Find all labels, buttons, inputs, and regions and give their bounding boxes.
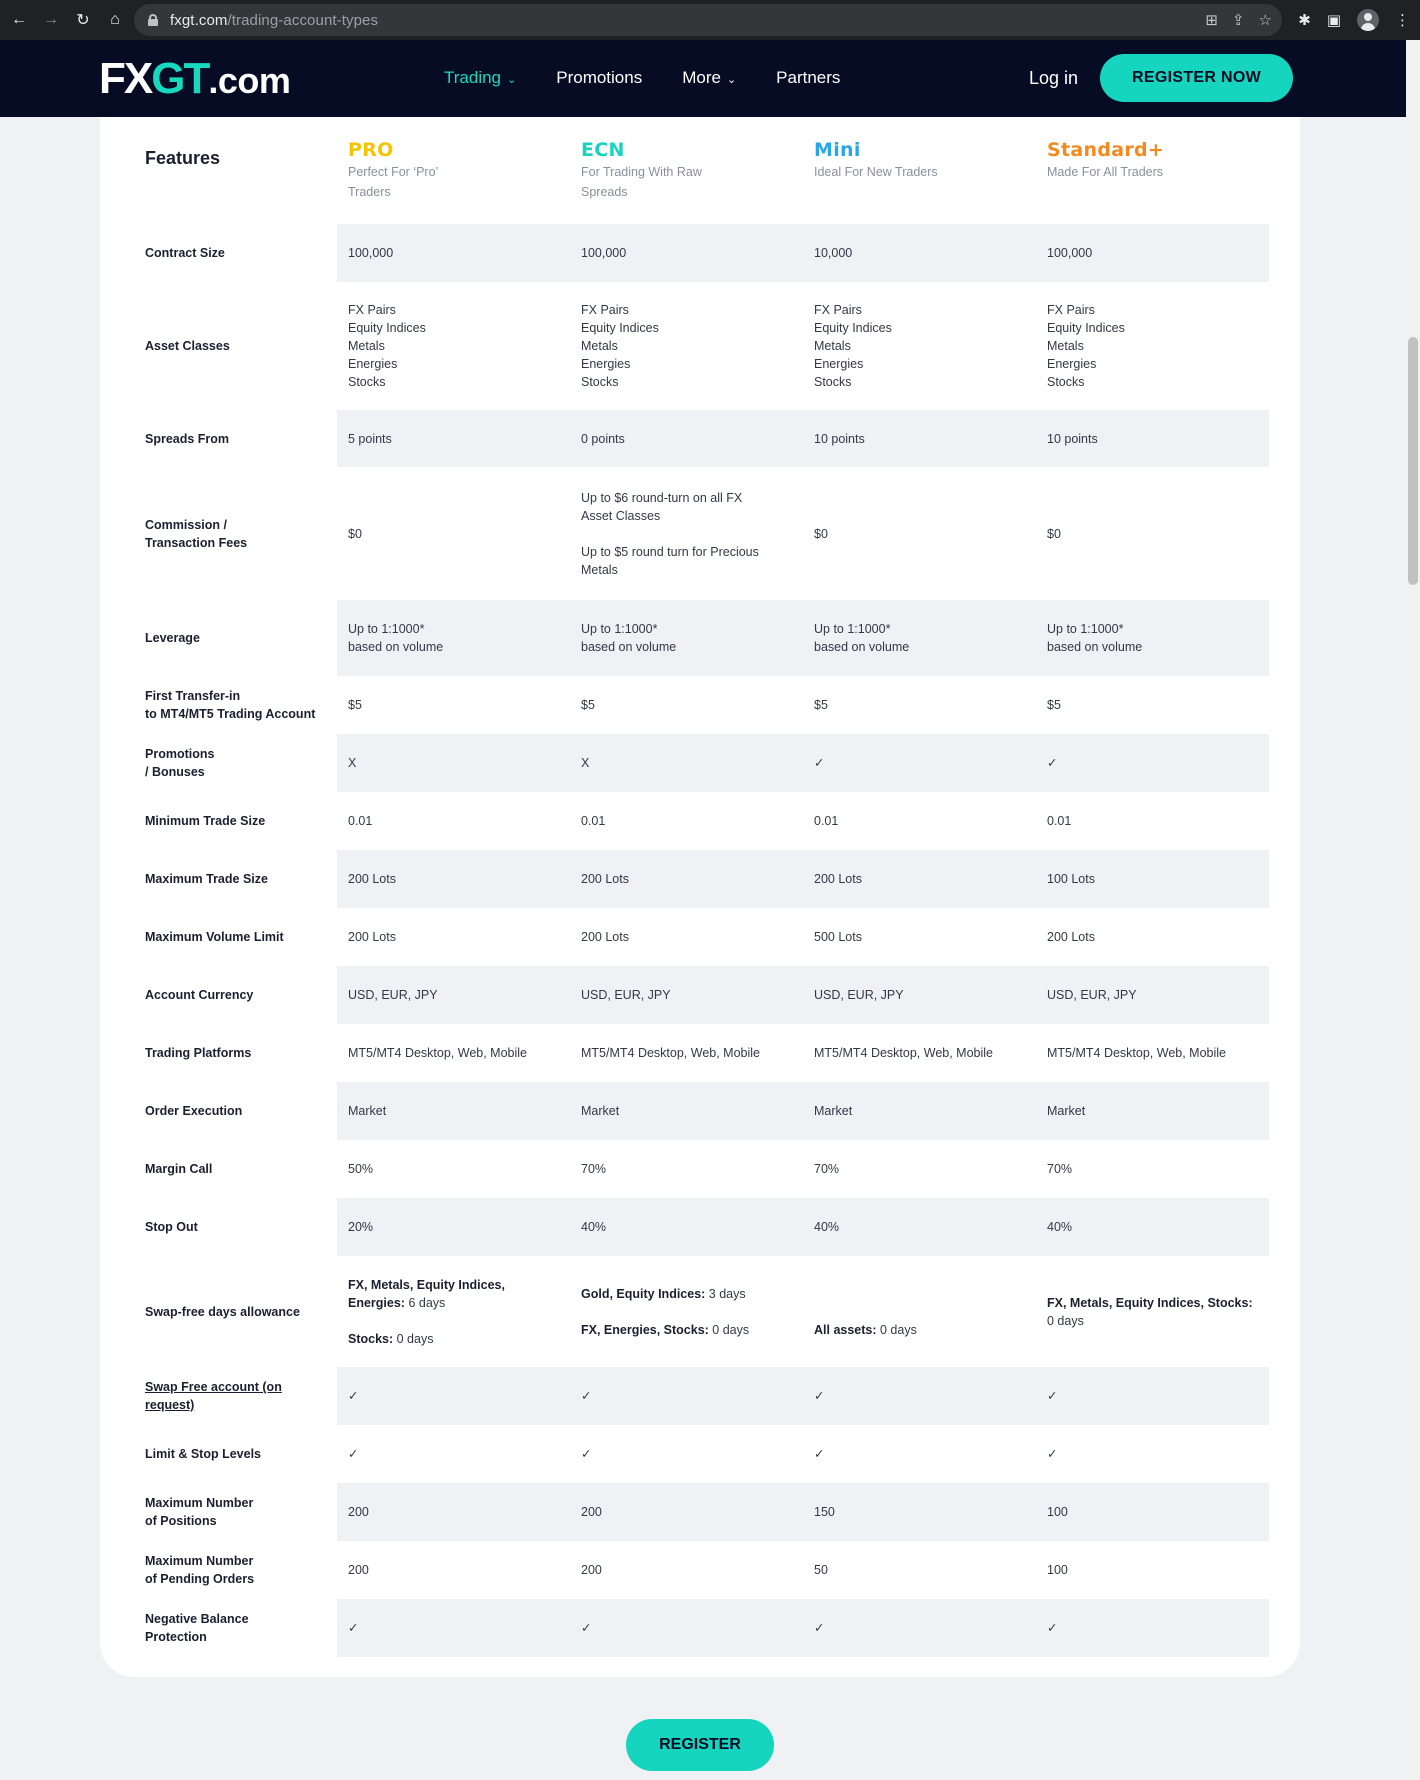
- side-panel-icon[interactable]: ▣: [1326, 12, 1341, 29]
- table-cell: X: [348, 756, 357, 770]
- row-label: Stop Out: [145, 1220, 198, 1234]
- table-cell: $0: [348, 526, 362, 541]
- account-subtitle-0: Perfect For ‘Pro’ Traders: [348, 165, 438, 199]
- row-label: Maximum Volume Limit: [145, 930, 284, 944]
- table-cell: ✓: [814, 1621, 825, 1635]
- main-menu: [444, 68, 840, 88]
- profile-avatar-icon[interactable]: [1357, 9, 1379, 31]
- table-cell: ✓: [1047, 1447, 1058, 1461]
- table-row: [337, 792, 1269, 850]
- table-cell: ✓: [348, 1447, 359, 1461]
- row-label: Margin Call: [145, 1162, 213, 1176]
- extensions-icon[interactable]: ✱: [1298, 12, 1311, 29]
- table-cell: 200 Lots: [581, 872, 629, 886]
- table-cell: MT5/MT4 Desktop, Web, Mobile: [814, 1046, 993, 1060]
- fxgt-logo[interactable]: FXGT.com: [99, 54, 291, 103]
- url-text[interactable]: fxgt.com/trading-account-types: [170, 11, 379, 29]
- table-cell: ✓: [581, 1389, 592, 1403]
- row-label: Maximum Number of Positions: [145, 1496, 254, 1528]
- table-row: [337, 410, 1269, 467]
- table-cell: 20%: [348, 1220, 374, 1234]
- table-cell: USD, EUR, JPY: [348, 988, 438, 1002]
- account-name-0: PRO: [348, 139, 394, 161]
- row-label: Account Currency: [145, 988, 254, 1002]
- table-cell: 200 Lots: [348, 930, 396, 944]
- table-row: [337, 734, 1269, 792]
- chevron-down-icon: ⌄: [507, 74, 517, 86]
- table-row: [337, 908, 1269, 966]
- table-row: [337, 1198, 1269, 1256]
- table-cell: 200: [348, 1505, 369, 1519]
- row-label: Commission / Transaction Fees: [145, 517, 248, 550]
- table-cell: FX Pairs Equity Indices Metals Energies Stocks: [348, 303, 426, 389]
- table-cell: 5 points: [348, 431, 392, 446]
- row-label: Promotions / Bonuses: [145, 747, 215, 779]
- table-cell: ✓: [348, 1621, 359, 1635]
- row-label: First Transfer-in to MT4/MT5 Trading Account: [145, 689, 316, 721]
- page-scrollbar-thumb[interactable]: [1408, 337, 1418, 585]
- account-name-2: Mini: [814, 139, 861, 161]
- row-label: Negative Balance Protection: [145, 1612, 249, 1644]
- table-cell: ✓: [1047, 1621, 1058, 1635]
- table-cell: USD, EUR, JPY: [1047, 988, 1137, 1002]
- lock-icon[interactable]: [148, 14, 158, 26]
- account-subtitle-1: For Trading With Raw Spreads: [581, 165, 702, 199]
- table-row: [337, 282, 1269, 410]
- features-heading: Features: [145, 148, 221, 168]
- table-cell: 10 points: [1047, 431, 1098, 446]
- table-cell: 10 points: [814, 431, 865, 446]
- table-row: [337, 1599, 1269, 1657]
- table-cell: 40%: [1047, 1220, 1073, 1234]
- table-cell: ✓: [581, 1447, 592, 1461]
- share-icon[interactable]: ⇪: [1231, 12, 1245, 29]
- table-cell: 100 Lots: [1047, 872, 1095, 886]
- row-label: Limit & Stop Levels: [145, 1447, 261, 1461]
- account-subtitle-2: Ideal For New Traders: [814, 165, 938, 179]
- table-cell: MT5/MT4 Desktop, Web, Mobile: [581, 1046, 760, 1060]
- row-label: Trading Platforms: [145, 1046, 252, 1060]
- table-row: [337, 1483, 1269, 1541]
- table-row: [337, 1541, 1269, 1599]
- table-cell: 0 points: [581, 431, 625, 446]
- table-cell: $0: [814, 526, 828, 541]
- table-cell: 100: [1047, 1505, 1068, 1519]
- table-cell: 150: [814, 1505, 835, 1519]
- table-cell: 0.01: [814, 814, 839, 828]
- table-cell: FX Pairs Equity Indices Metals Energies Stocks: [814, 303, 892, 389]
- table-cell: Market: [814, 1104, 853, 1118]
- table-cell: $5: [348, 698, 362, 712]
- row-label: Contract Size: [145, 246, 225, 260]
- table-cell: Up to 1:1000* based on volume: [581, 622, 677, 654]
- table-cell: ✓: [814, 1447, 825, 1461]
- table-cell: MT5/MT4 Desktop, Web, Mobile: [348, 1046, 527, 1060]
- account-name-1: ECN: [581, 139, 625, 161]
- table-row: [337, 1367, 1269, 1425]
- table-cell: 200: [348, 1563, 369, 1577]
- table-cell: 100,000: [348, 246, 394, 260]
- row-label: Maximum Trade Size: [145, 872, 268, 886]
- register-button[interactable]: REGISTER: [626, 1719, 774, 1771]
- table-cell: ✓: [348, 1389, 359, 1403]
- table-cell: X: [581, 756, 590, 770]
- bookmark-star-icon[interactable]: ☆: [1258, 12, 1272, 29]
- browser-menu-icon[interactable]: ⋮: [1395, 12, 1410, 29]
- table-cell: Gold, Equity Indices: 3 days FX, Energies, Stocks: 0 days: [581, 1286, 750, 1337]
- table-row: [337, 1425, 1269, 1483]
- table-cell: Up to $6 round-turn on all FX Asset Classes Up to $5 round turn for Precious Metals: [581, 490, 759, 577]
- table-cell: $0: [1047, 526, 1061, 541]
- table-cell: 40%: [814, 1220, 840, 1234]
- table-cell: 50: [814, 1563, 828, 1577]
- nav-more[interactable]: More ⌄: [682, 68, 737, 87]
- table-cell: ✓: [581, 1621, 592, 1635]
- table-cell: Up to 1:1000* based on volume: [348, 622, 444, 654]
- register-now-button[interactable]: REGISTER NOW: [1100, 54, 1293, 102]
- browser-toolbar: [0, 0, 1420, 40]
- table-cell: $5: [1047, 698, 1061, 712]
- table-cell: 100,000: [1047, 246, 1093, 260]
- table-cell: 0.01: [348, 814, 373, 828]
- table-cell: FX, Metals, Equity Indices, Energies: 6 days Stocks: 0 days: [348, 1277, 505, 1346]
- table-cell: FX Pairs Equity Indices Metals Energies Stocks: [1047, 303, 1125, 389]
- table-cell: ✓: [1047, 756, 1058, 770]
- translate-icon[interactable]: ⊞: [1205, 12, 1218, 29]
- table-cell: 200: [581, 1505, 602, 1519]
- table-cell: Market: [1047, 1104, 1086, 1118]
- row-label: Leverage: [145, 631, 200, 645]
- table-cell: 500 Lots: [814, 930, 862, 944]
- table-row: [337, 676, 1269, 734]
- table-cell: 0.01: [1047, 814, 1072, 828]
- table-cell: 200 Lots: [814, 872, 862, 886]
- table-cell: Up to 1:1000* based on volume: [1047, 622, 1143, 654]
- table-cell: 50%: [348, 1162, 374, 1176]
- table-cell: 0.01: [581, 814, 606, 828]
- table-cell: 100,000: [581, 246, 627, 260]
- site-header: [0, 40, 1406, 117]
- row-label: Minimum Trade Size: [145, 814, 266, 828]
- row-label: Swap-free days allowance: [145, 1304, 300, 1319]
- address-bar[interactable]: [134, 4, 1282, 36]
- table-row: [337, 1140, 1269, 1198]
- table-cell: FX Pairs Equity Indices Metals Energies Stocks: [581, 303, 659, 389]
- table-cell: $5: [581, 698, 595, 712]
- table-cell: 200: [581, 1563, 602, 1577]
- account-name-3: Standard+: [1047, 139, 1165, 161]
- nav-partners[interactable]: Partners: [776, 68, 841, 87]
- login-link[interactable]: Log in: [1029, 68, 1079, 88]
- table-cell: Market: [348, 1104, 387, 1118]
- table-cell: 200 Lots: [1047, 930, 1095, 944]
- chevron-down-icon: ⌄: [726, 74, 737, 86]
- row-label[interactable]: Swap Free account (on request): [145, 1380, 282, 1412]
- row-label: Spreads From: [145, 431, 230, 446]
- row-label: Order Execution: [145, 1104, 243, 1118]
- table-cell: 100: [1047, 1563, 1068, 1577]
- table-cell: MT5/MT4 Desktop, Web, Mobile: [1047, 1046, 1226, 1060]
- table-cell: ✓: [1047, 1389, 1058, 1403]
- account-subtitle-3: Made For All Traders: [1047, 165, 1164, 179]
- row-label: Asset Classes: [145, 339, 230, 353]
- table-cell: USD, EUR, JPY: [581, 988, 671, 1002]
- table-cell: 40%: [581, 1220, 607, 1234]
- nav-trading[interactable]: Trading ⌄: [444, 68, 517, 87]
- table-cell: 70%: [581, 1162, 607, 1176]
- table-cell: Up to 1:1000* based on volume: [814, 622, 910, 654]
- table-cell: 70%: [814, 1162, 840, 1176]
- table-cell: ✓: [814, 1389, 825, 1403]
- back-icon[interactable]: ←: [11, 11, 27, 28]
- table-cell: ✓: [814, 756, 825, 770]
- table-cell: 10,000: [814, 246, 853, 260]
- home-icon[interactable]: ⌂: [110, 11, 120, 28]
- reload-icon[interactable]: ↻: [76, 12, 90, 29]
- table-cell: Market: [581, 1104, 620, 1118]
- table-cell: 200 Lots: [348, 872, 396, 886]
- table-row: [337, 850, 1269, 908]
- table-row: [337, 467, 1269, 600]
- table-row: [337, 224, 1269, 282]
- table-row: [337, 1082, 1269, 1140]
- nav-promotions[interactable]: Promotions: [556, 68, 643, 87]
- table-cell: $5: [814, 698, 828, 712]
- page-scrollbar-track[interactable]: [1406, 40, 1420, 1780]
- table-cell: FX, Metals, Equity Indices, Stocks: 0 days: [1047, 1295, 1253, 1328]
- forward-icon[interactable]: →: [43, 11, 59, 28]
- row-label: Maximum Number of Pending Orders: [145, 1554, 255, 1586]
- table-cell: 200 Lots: [581, 930, 629, 944]
- table-cell: USD, EUR, JPY: [814, 988, 904, 1002]
- table-cell: All assets: 0 days: [814, 1322, 917, 1337]
- table-cell: 70%: [1047, 1162, 1073, 1176]
